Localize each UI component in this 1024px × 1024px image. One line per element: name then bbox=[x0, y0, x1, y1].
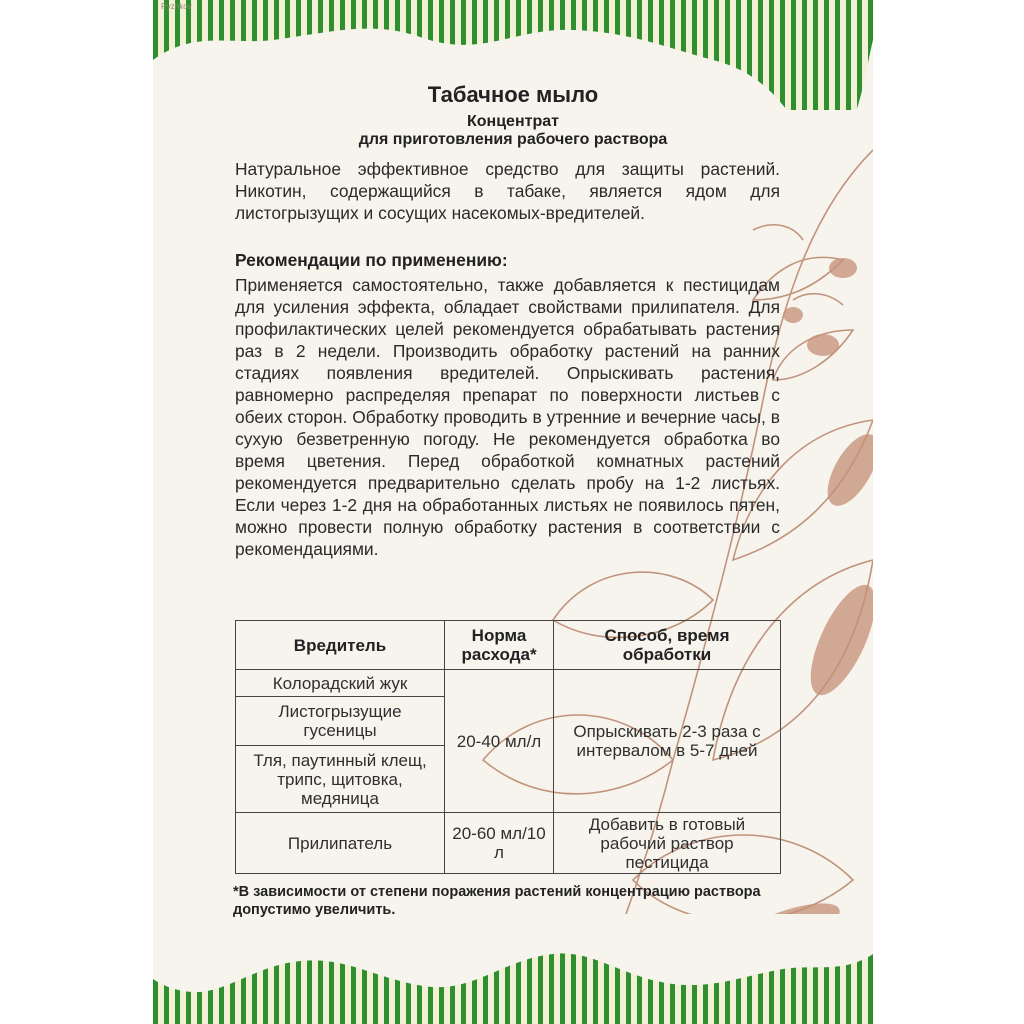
table-row bbox=[236, 670, 781, 697]
bottom-wave-decoration bbox=[153, 914, 873, 1024]
dosage-table bbox=[235, 620, 781, 874]
product-title: Табачное мыло bbox=[427, 82, 599, 107]
norm-cell: 20-60 мл/10 л bbox=[445, 813, 554, 874]
header-norm: Норма расхода* bbox=[445, 621, 554, 670]
header-pest: Вредитель bbox=[236, 621, 445, 670]
table-row bbox=[236, 813, 781, 874]
intro-paragraph: Натуральное эффективное средство для защиты растений. Никотин, содержащийся в табаке, является ядом для листогрызущих и сосущих насекомых-вредителей. bbox=[235, 159, 780, 223]
pest-cell: Колорадский жук bbox=[236, 670, 445, 697]
method-cell: Опрыскивать 2-3 раза с интервалом в 5-7 дней bbox=[554, 670, 781, 813]
norm-cell: 20-40 мл/л bbox=[445, 670, 554, 813]
pest-cell: Прилипатель bbox=[236, 813, 445, 874]
pest-cell: Листогрызущие гусеницы bbox=[236, 697, 445, 746]
product-subtitle: Концентрат bbox=[467, 113, 559, 130]
corner-mark: Ryzhkov bbox=[161, 2, 192, 11]
recommendations-body: Применяется самостоятельно, также добавляется к пестицидам для усиления эффекта, обладает свойствами прилипателя. Для профилактических целей рекомендуется обрабатывать растения раз в 2 недели. Производить обработку растений на ранних стадиях появления вредителей. Опрыскивать растения, равномерно распределяя препарат по поверхности листьев с обеих сторон. Обработку проводить в утренние и вечерние часы, в сухую безветренную погоду. Не рекомендуется обработка во время цветения. Перед обработкой комнатных растений рекомендуется предварительно сделать пробу на 1-2 листьях. Если через 1-2 дня на обработанных листьях не появилось пятен, можно провести полную обработку растения в соответствии с рекомендациями. bbox=[235, 275, 780, 559]
table-header-row bbox=[236, 621, 781, 670]
header-method: Способ, время обработки bbox=[554, 621, 781, 670]
method-cell: Добавить в готовый рабочий раствор пестицида bbox=[554, 813, 781, 874]
pest-cell: Тля, паутинный клещ, трипс, щитовка, медяница bbox=[236, 746, 445, 813]
footnote: *В зависимости от степени поражения растений концентрацию раствора допустимо увеличить. bbox=[233, 884, 761, 918]
recommendations-heading: Рекомендации по применению: bbox=[235, 250, 508, 270]
packet-card bbox=[153, 0, 873, 1024]
product-subtitle-purpose: для приготовления рабочего раствора bbox=[358, 131, 668, 148]
